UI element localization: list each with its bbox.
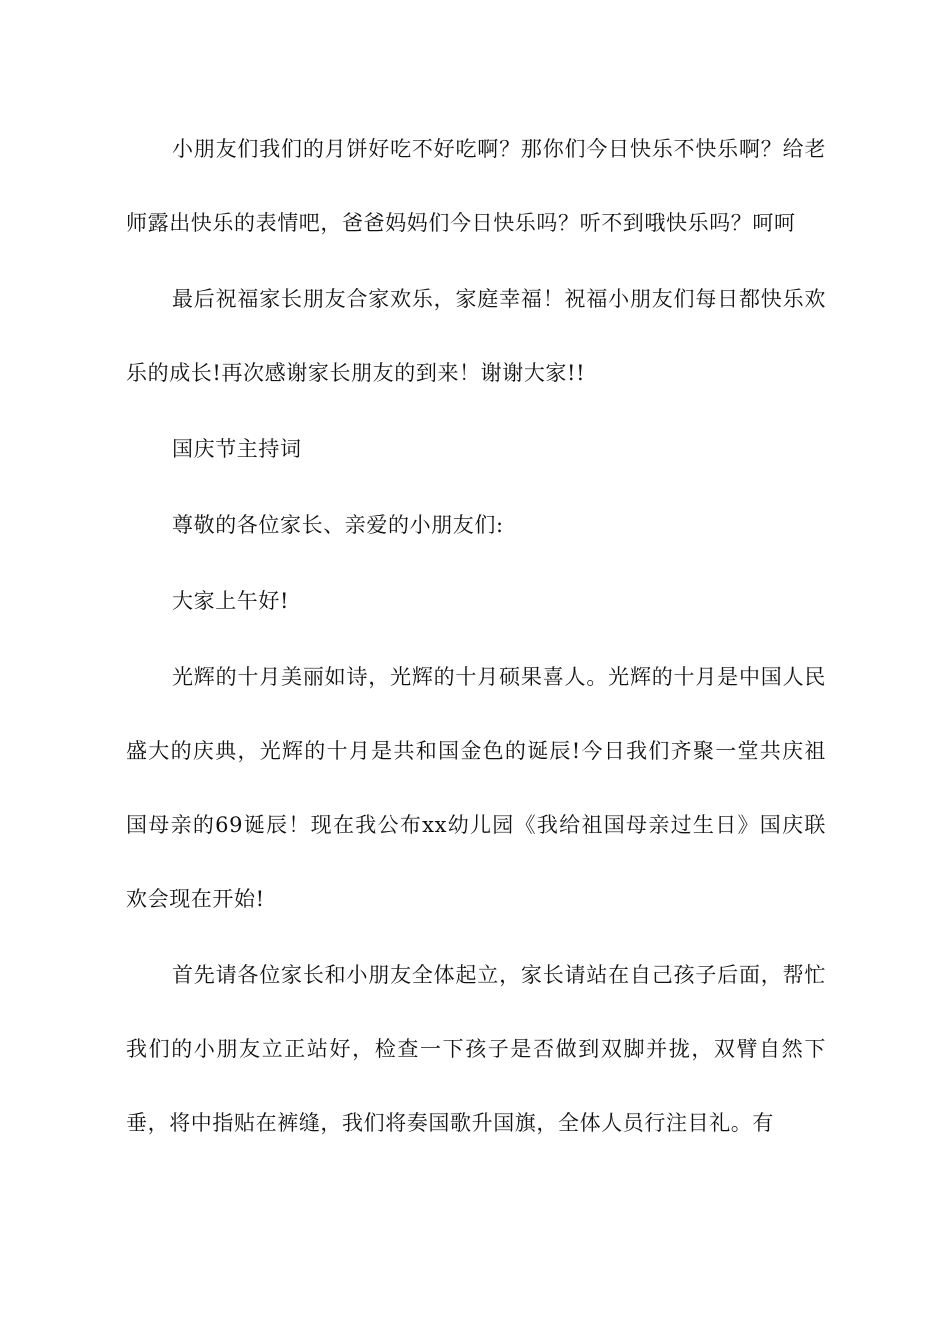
paragraph-salutation: 尊敬的各位家长、亲爱的小朋友们: — [172, 513, 504, 537]
section-heading-national-day-script: 国庆节主持词 — [172, 437, 302, 461]
paragraph-october-opening: 光辉的十月美丽如诗，光辉的十月硕果喜人。光辉的十月是中国人民盛大的庆典，光辉的十月是共和国金色的诞辰!今日我们齐聚一堂共庆祖国母亲的69诞辰！现在我公布xx幼儿园《我给祖国母亲过生日》国庆联欢会现在开始! — [126, 665, 826, 911]
paragraph-closing-wishes: 最后祝福家长朋友合家欢乐，家庭幸福！祝福小朋友们每日都快乐欢乐的成长!再次感谢家长朋友的到来！谢谢大家!! — [126, 287, 826, 385]
paragraph-mooncake-question: 小朋友们我们的月饼好吃不好吃啊？那你们今日快乐不快乐啊？给老师露出快乐的表情吧，爸爸妈妈们今日快乐吗？听不到哦快乐吗？呵呵 — [126, 137, 826, 235]
document-body — [126, 112, 826, 1162]
paragraph-flag-raising-instructions: 首先请各位家长和小朋友全体起立，家长请站在自己孩子后面，帮忙我们的小朋友立正站好，检查一下孩子是否做到双脚并拢，双臂自然下垂，将中指贴在裤缝，我们将奏国歌升国旗，全体人员行注目礼。有 — [126, 963, 826, 1135]
paragraph-greeting: 大家上午好! — [172, 589, 290, 613]
